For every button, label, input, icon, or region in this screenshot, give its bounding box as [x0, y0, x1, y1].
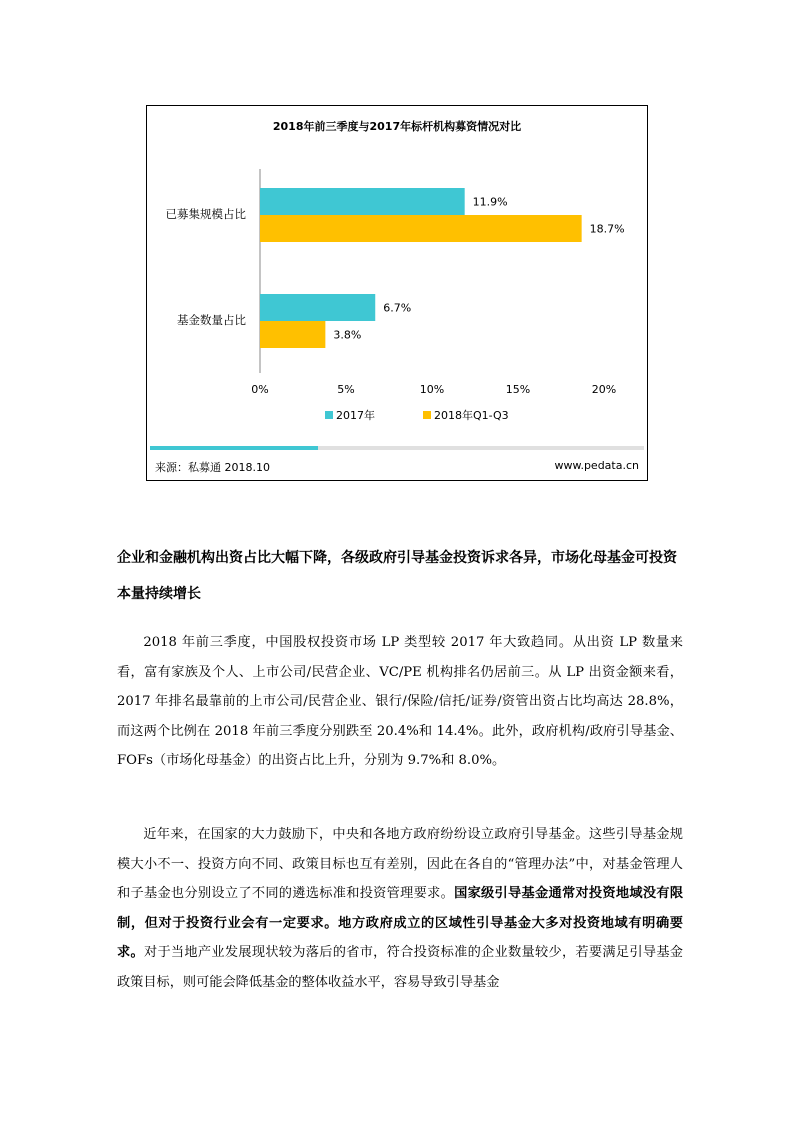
footer-bar-accent: [150, 446, 318, 450]
paragraph-2: [117, 820, 683, 997]
category-label: 已募集规模占比: [165, 207, 246, 221]
category-label: 基金数量占比: [177, 313, 246, 327]
chart-title: 2018年前三季度与2017年标杆机构募资情况对比: [272, 120, 522, 133]
bar: [260, 188, 465, 215]
data-label: 11.9%: [472, 195, 508, 209]
x-tick-label: 15%: [505, 383, 531, 396]
chart-url: www.pedata.cn: [554, 459, 639, 472]
x-tick-label: 20%: [591, 383, 617, 396]
data-label: 3.8%: [333, 328, 362, 342]
paragraph-2-bold-text: 国家级引导基金通常对投资地域没有限制，但对于投资行业会有一定要求。地方政府成立的区域性引导基金大多对投资地域有明确要求。: [117, 886, 684, 960]
section-heading: 企业和金融机构出资占比大幅下降，各级政府引导基金投资诉求各异，市场化母基金可投资本量持续增长: [117, 550, 677, 602]
bar: [260, 294, 375, 321]
chart-source: 来源：私募通 2018.10: [155, 461, 270, 474]
x-tick-label: 5%: [337, 383, 355, 396]
data-label: 18.7%: [589, 222, 625, 236]
paragraph-2-text-b: 对于当地产业发展现状较为落后的省市，符合投资标准的企业数量较少，若要满足引导基金政策目标，则可能会降低基金的整体收益水平，容易导致引导基金: [117, 945, 683, 990]
legend-label: 2018年Q1-Q3: [434, 409, 509, 422]
paragraph-1: 2018 年前三季度，中国股权投资市场 LP 类型较 2017 年大致趋同。从出资 LP 数量来看，富有家族及个人、上市公司/民营企业、VC/PE 机构排名仍居前三。从 LP 出资金额来看，2017 年排名最靠前的上市公司/民营企业、银行/保险/信托/证券/资管出资占比均高达 28.8%，而这两个比例在 2018 年前三季度分别跌至 20.4%和 14.4%。此外，政府机构/政府引导基金、FOFs（市场化母基金）的出资占比上升，分别为 9.7%和 8.0%。: [117, 635, 683, 768]
legend-swatch: [325, 411, 333, 419]
bar: [260, 321, 325, 348]
bar: [260, 215, 582, 242]
chart-container: [146, 105, 648, 481]
paragraph-2-text-a: 近年来，在国家的大力鼓励下，中央和各地方政府纷纷设立政府引导基金。这些引导基金规模大小不一、投资方向不同、政策目标也互有差别，因此在各自的“管理办法”中，对基金管理人和子基金也分别设立了不同的遴选标准和投资管理要求。: [117, 827, 683, 901]
data-label: 6.7%: [383, 301, 412, 315]
legend-label: 2017年: [336, 409, 375, 422]
x-tick-label: 10%: [419, 383, 445, 396]
legend-swatch: [423, 411, 431, 419]
x-tick-label: 0%: [251, 383, 269, 396]
bar-chart: [147, 106, 647, 480]
